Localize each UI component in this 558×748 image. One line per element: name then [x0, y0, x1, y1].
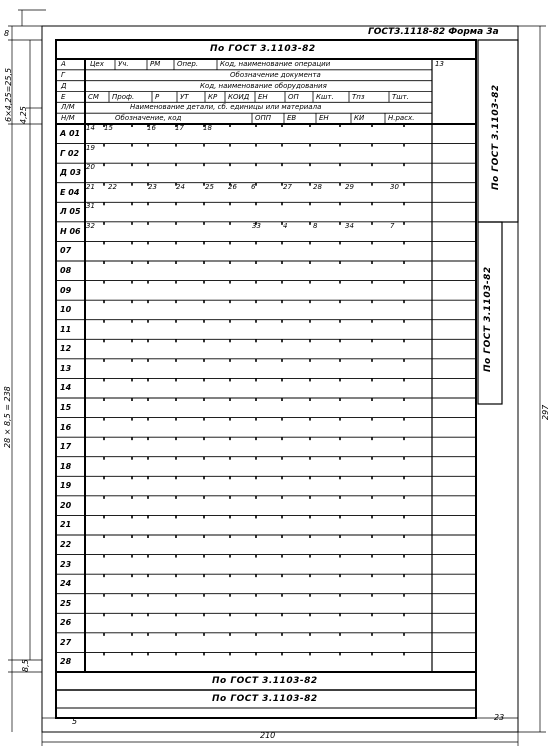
row-number: 21 — [60, 520, 72, 530]
prefix-col-label: КИ — [354, 114, 365, 123]
prefix-col-label: ОПП — [255, 114, 272, 123]
row-number: А 01 — [60, 129, 81, 138]
row-number: 13 — [60, 363, 72, 373]
field-number: 8 — [313, 221, 318, 230]
field-number: 6 — [251, 182, 256, 191]
prefix-code: А — [61, 60, 66, 68]
prefix-col-label: Обозначение документа — [230, 70, 321, 79]
prefix-col-label: Проф. — [112, 92, 135, 101]
prefix-col-label: Р — [155, 92, 160, 101]
prefix-col-label: СМ — [88, 92, 99, 101]
prefix-col-label: Тшт. — [392, 92, 409, 101]
field-number: 20 — [86, 163, 95, 172]
row-number: Е 04 — [60, 187, 80, 197]
footer-gost-reference-2: По ГОСТ 3.1103-82 — [212, 694, 318, 704]
field-number: 14 — [86, 124, 95, 132]
side-gost-reference-2: По ГОСТ 3.1103-82 — [483, 266, 493, 372]
prefix-col-label: Код, наименование оборудования — [200, 81, 327, 90]
field-number: 21 — [86, 182, 95, 191]
prefix-code: Д — [61, 81, 67, 90]
dim-top: 8 — [4, 29, 10, 38]
row-number: 17 — [60, 442, 72, 452]
field-number: 4 — [283, 221, 288, 230]
field-number: 15 — [104, 124, 113, 132]
row-number: 28 — [60, 657, 72, 667]
row-number: Н 06 — [60, 226, 81, 236]
dim-left-bottom: 8,5 — [21, 659, 30, 672]
prefix-code: Л/М — [61, 103, 75, 112]
prefix-col-label: ОП — [288, 92, 299, 101]
dim-left-top: 6×4,25=25,5 — [4, 67, 13, 122]
form-standard-label: ГОСТ3.1118-82 Форма 3а — [368, 27, 499, 37]
row-number: 18 — [60, 461, 72, 471]
top-gost-reference: По ГОСТ 3.1103-82 — [210, 44, 316, 54]
row-number: 26 — [60, 618, 72, 628]
row-number: Г 02 — [60, 148, 80, 158]
dim-left-main: 28 × 8,5 = 238 — [3, 386, 12, 448]
row-number: 10 — [60, 305, 72, 315]
inner-frame — [56, 40, 476, 718]
prefix-col-label: Кшт. — [316, 92, 334, 101]
row-number: 25 — [60, 598, 72, 608]
row-number: 27 — [60, 637, 72, 647]
field-number: 33 — [252, 221, 261, 230]
row-number: 15 — [60, 403, 72, 412]
field-number: 26 — [228, 182, 237, 191]
field-number: 31 — [86, 202, 95, 211]
field-number: 23 — [148, 182, 157, 191]
row-number: 23 — [60, 559, 72, 569]
field-number: 30 — [390, 182, 399, 191]
field-number: 16 — [147, 124, 156, 132]
row-number: 09 — [60, 285, 72, 295]
prefix-col-label: КР — [208, 92, 218, 101]
dim-bottom-width: 210 — [260, 731, 276, 740]
prefix-col-label: Код, наименование операции — [220, 60, 331, 68]
field-number: 34 — [345, 221, 354, 230]
prefix-col-label: УТ — [180, 92, 189, 101]
row-number: 14 — [60, 383, 72, 393]
row-number: Л 05 — [60, 207, 81, 217]
row-number: 20 — [60, 500, 72, 510]
field-number: 22 — [108, 182, 117, 191]
prefix-col-label: Уч. — [118, 60, 129, 68]
row-number: Д 03 — [60, 168, 82, 178]
prefix-end-number: 13 — [435, 60, 444, 68]
row-number: 22 — [60, 540, 72, 549]
row-number: 08 — [60, 266, 72, 275]
dim-bottom-left: 5 — [72, 717, 78, 726]
prefix-col-label: ЕВ — [287, 114, 297, 123]
field-number: 27 — [283, 182, 292, 191]
field-number: 32 — [86, 221, 95, 230]
prefix-code: Е — [61, 92, 66, 101]
row-number: 11 — [60, 324, 72, 334]
prefix-col-label: КОИД — [228, 92, 250, 101]
field-number: 28 — [313, 182, 322, 191]
field-number: 7 — [390, 221, 395, 230]
prefix-col-label: Наименование детали, сб. единицы или материала — [130, 103, 322, 112]
dim-left-small: 4,25 — [19, 106, 28, 124]
prefix-code: Н/М — [61, 114, 75, 123]
field-number: 17 — [175, 124, 184, 132]
field-number: 19 — [86, 143, 95, 152]
prefix-col-label: Тпз — [352, 92, 365, 101]
prefix-col-label: ЕН — [319, 114, 329, 123]
row-number: 16 — [60, 422, 72, 432]
prefix-col-label: Н.расх. — [388, 114, 415, 123]
row-number: 07 — [60, 246, 72, 256]
prefix-col-label: Опер. — [177, 60, 199, 68]
row-number: 24 — [60, 579, 72, 589]
outer-frame — [42, 26, 518, 732]
field-number: 24 — [176, 182, 185, 191]
dim-right: 297 — [541, 404, 550, 420]
side-gost-reference-1: По ГОСТ 3.1103-82 — [491, 84, 501, 190]
field-number: 25 — [205, 182, 214, 191]
prefix-col-label: РМ — [150, 60, 161, 68]
prefix-col-label: Обозначение, код — [115, 114, 182, 123]
dim-bottom-right: 23 — [494, 713, 505, 722]
field-number: 29 — [345, 182, 354, 191]
row-number: 19 — [60, 481, 72, 491]
prefix-code: Г — [61, 70, 65, 79]
row-number: 12 — [60, 344, 72, 354]
prefix-col-label: ЕН — [258, 92, 268, 101]
footer-gost-reference-1: По ГОСТ 3.1103-82 — [212, 676, 318, 686]
field-number: 18 — [203, 124, 212, 132]
prefix-col-label: Цех — [90, 60, 104, 68]
